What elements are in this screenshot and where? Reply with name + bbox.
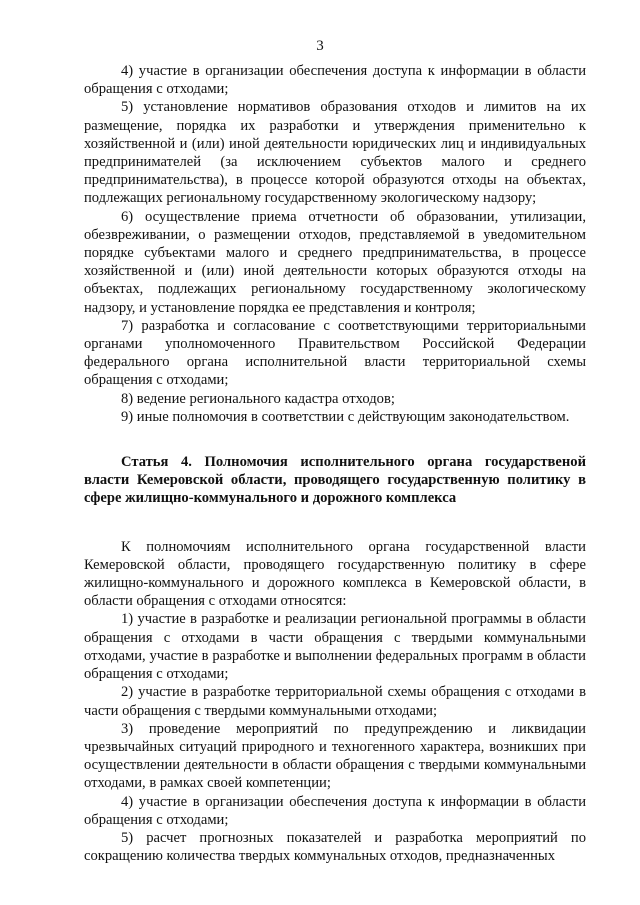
paragraph-item-6: 6) осуществление приема отчетности об образовании, утилизации, обезвреживании, о размещении отходов, представляемой в уведомительном порядке субъектами малого и среднего предпринимательства, в процессе хозяйственной и (или) иной деятельности которых образуются отходы на объектах, подлежащих региональному государственному экологическому надзору, и установление порядка ее представления и контроля; xyxy=(84,208,586,316)
paragraph-item-4: 4) участие в организации обеспечения доступа к информации в области обращения с отходами; xyxy=(84,63,586,98)
article-4-heading: Статья 4. Полномочия исполнительного органа государственой власти Кемеровской области, проводящего государственную политику в сфере жилищно-коммунального и дорожного комплекса xyxy=(84,454,586,507)
article-4-item-3: 3) проведение мероприятий по предупреждению и ликвидации чрезвычайных ситуаций природного и техногенного характера, возникших при осуществлении деятельности в области обращения с твердыми коммунальными отходами, в рамках своей компетенции; xyxy=(84,720,586,792)
paragraph-item-9: 9) иные полномочия в соответствии с действующим законодательством. xyxy=(121,408,570,425)
article-4-intro: К полномочиям исполнительного органа государственной власти Кемеровской области, проводящего государственную политику в сфере жилищно-коммунального и дорожного комплекса в Кемеровской области, в области обращения с отходами относятся: xyxy=(84,538,586,610)
article-4-item-5: 5) расчет прогнозных показателей и разработка мероприятий по сокращению количества твердых коммунальных отходов, предназначенных xyxy=(84,829,586,865)
paragraph-item-5: 5) установление нормативов образования отходов и лимитов на их размещение, порядка их разработки и утверждения применительно к хозяйственной и (или) иной деятельности юридических лиц и индивидуальных предпринимателей (за исключением субъектов малого и среднего предпринимательства), в процессе которой образуются отходы на объектах, подлежащих региональному государственному экологическому надзору; xyxy=(84,99,586,207)
document-body xyxy=(84,62,586,865)
paragraph-item-7: 7) разработка и согласование с соответствующими территориальными органами уполномоченного Правительством Российской Федерации федерального органа исполнительной власти территориальной схемы обращения с отходами; xyxy=(84,317,586,389)
article-4-item-2: 2) участие в разработке территориальной схемы обращения с отходами в части обращения с твердыми коммунальными отходами; xyxy=(84,684,586,719)
paragraph-item-8: 8) ведение регионального кадастра отходов; xyxy=(121,390,395,407)
article-4-item-1: 1) участие в разработке и реализации региональной программы в области обращения с отходами в части обращения с твердыми коммунальными отходами, участие в разработке и выполнении федеральных программ в области обращения с отходами; xyxy=(84,611,586,683)
page-number: 3 xyxy=(316,38,324,54)
article-4-item-4: 4) участие в организации обеспечения доступа к информации в области обращения с отходами; xyxy=(84,793,586,828)
